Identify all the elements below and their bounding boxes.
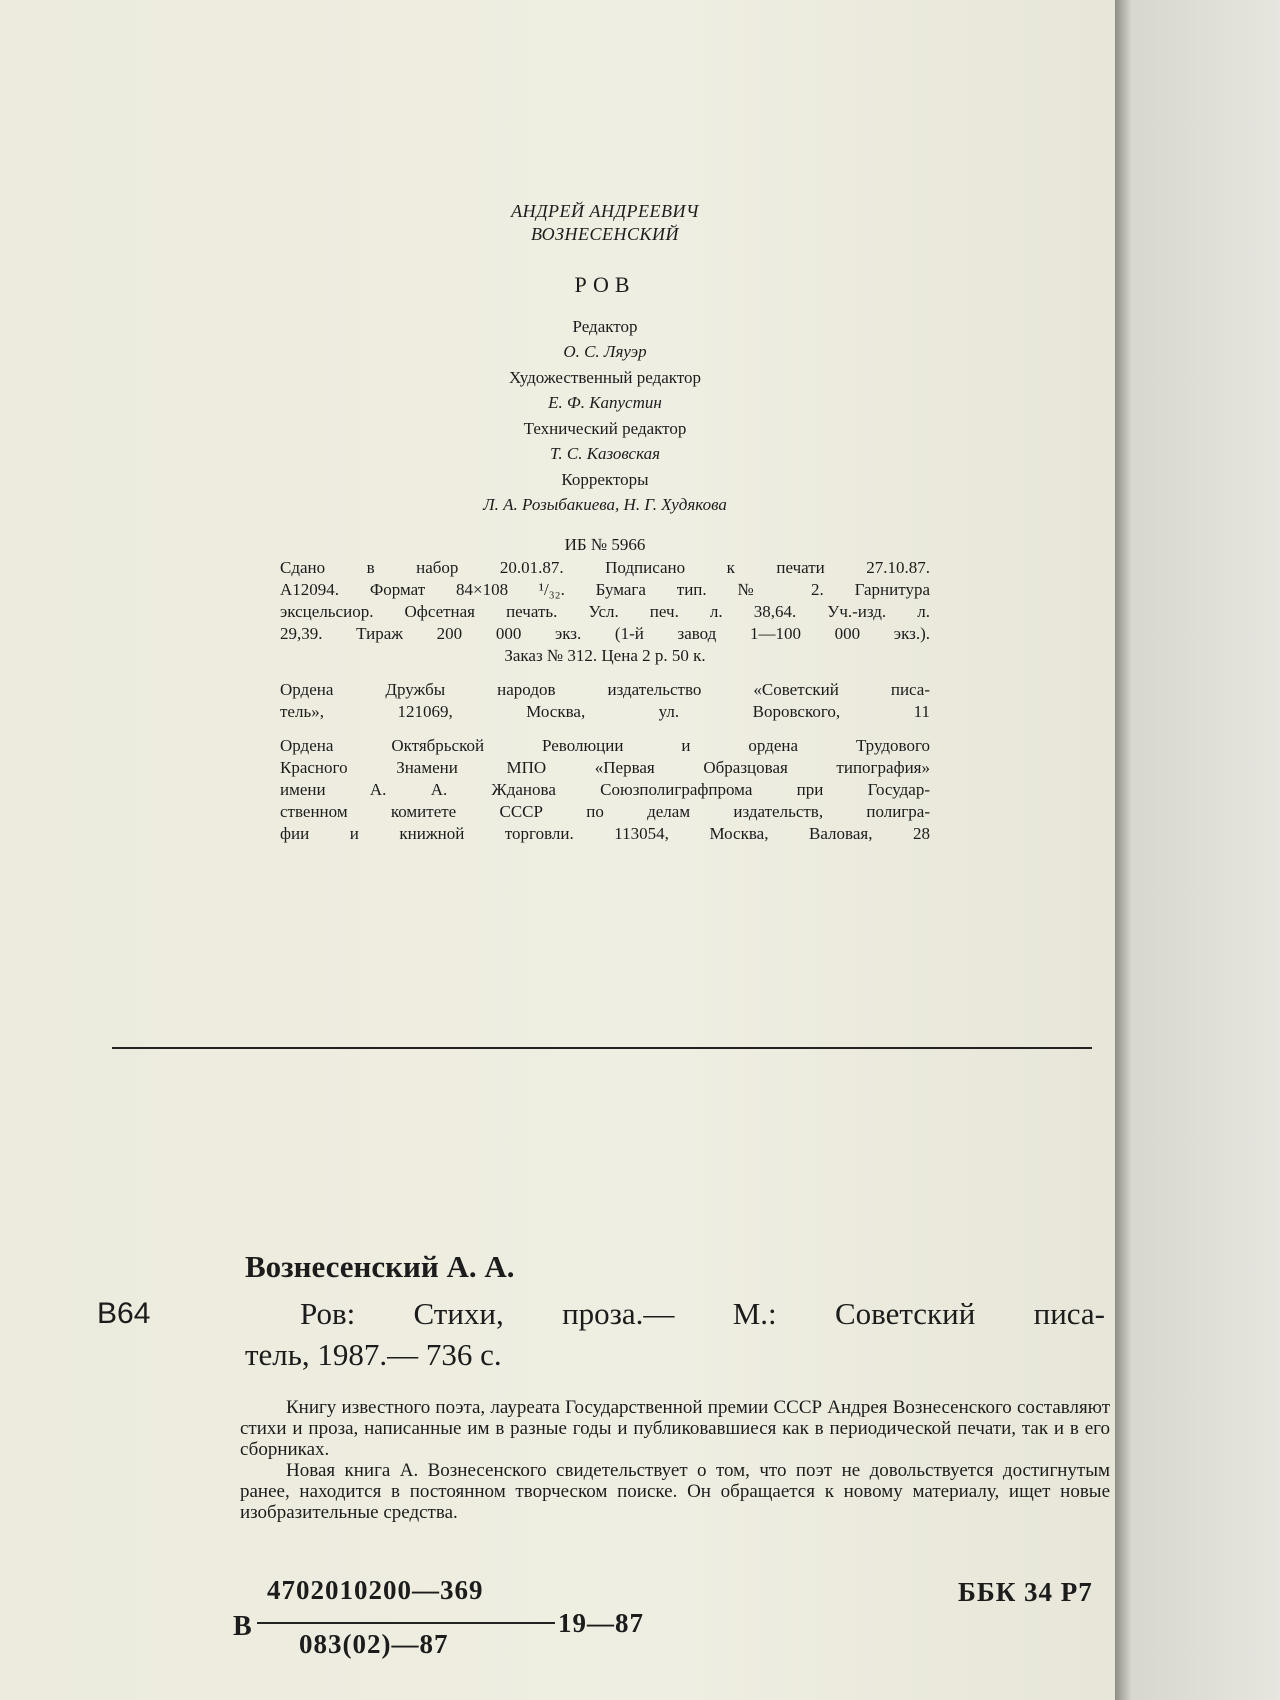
print-details-line: 29,39. Тираж 200 000 экз. (1-й завод 1—100 000 экз.). <box>280 624 930 643</box>
index-suffix: 19—87 <box>558 1608 644 1638</box>
tech-editor-name: Т. С. Казовская <box>549 444 661 463</box>
proofreaders-role: Корректоры <box>561 470 649 489</box>
annotation <box>240 1397 1110 1523</box>
bbk-classification: ББК 34 Р7 <box>958 1577 1093 1607</box>
index-numerator: 4702010200—369 <box>267 1575 484 1605</box>
annotation-paragraph-1: Книгу известного поэта, лауреата Государственной премии СССР Андрея Вознесенского составляют стихи и проза, написанные им в разные годы и публиковавшиеся как в периодической печати, так и в его сборниках. <box>240 1397 1110 1460</box>
publisher-line: Ордена Дружбы народов издательство «Советский писа- <box>280 680 930 699</box>
editor-role: Редактор <box>572 317 638 336</box>
print-details-line: Заказ № 312. Цена 2 р. 50 к. <box>504 646 706 665</box>
editor-name: О. С. Ляуэр <box>563 342 647 361</box>
print-details-line: Сдано в набор 20.01.87. Подписано к печати 27.10.87. <box>280 558 930 577</box>
print-details <box>280 557 930 667</box>
ib-number: ИБ № 5966 <box>564 535 646 554</box>
catalog-code: В64 <box>97 1297 151 1330</box>
imprint-block <box>280 200 930 845</box>
index-denominator: 083(02)—87 <box>299 1629 449 1659</box>
art-editor-name: Е. Ф. Капустин <box>548 393 662 412</box>
catalog-description-line-1: Ров: Стихи, проза.— М.: Советский писа- <box>300 1296 1105 1331</box>
page-edge-shadow <box>1115 0 1280 1700</box>
printer-line: фии и книжной торговли. 113054, Москва, Валовая, 28 <box>280 824 930 843</box>
proofreaders-names: Л. А. Розыбакиева, Н. Г. Худякова <box>483 495 727 514</box>
index-fraction-line <box>257 1622 555 1624</box>
author-name-line-2: ВОЗНЕСЕНСКИЙ <box>530 224 679 244</box>
index-letter: В <box>233 1611 252 1642</box>
annotation-paragraph-2: Новая книга А. Вознесенского свидетельствует о том, что поэт не довольствуется достигнутым ранее, находится в постоянном творческом поиске. Он обращается к новому материалу, ищет новые изобразительные средства. <box>240 1460 1110 1523</box>
catalog-description <box>245 1293 1105 1375</box>
printer-line: Красного Знамени МПО «Первая Образцовая типография» <box>280 758 930 777</box>
catalog-author: Вознесенский А. А. <box>245 1249 515 1284</box>
publisher-info <box>280 679 930 723</box>
book-title: РОВ <box>574 272 636 297</box>
catalog-index <box>233 1575 1113 1685</box>
print-details-line: эксцельсиор. Офсетная печать. Усл. печ. л. 38,64. Уч.-изд. л. <box>280 602 930 621</box>
printer-line: Ордена Октябрьской Революции и ордена Трудового <box>280 736 930 755</box>
printer-line: ственном комитете СССР по делам издательств, полигра- <box>280 802 930 821</box>
author-name-line-1: АНДРЕЙ АНДРЕЕВИЧ <box>511 201 699 221</box>
divider-rule <box>112 1047 1092 1049</box>
printer-info <box>280 735 930 845</box>
print-details-line: А12094. Формат 84×108 ¹/₃₂. Бумага тип. № 2. Гарнитура <box>280 580 930 599</box>
tech-editor-role: Технический редактор <box>523 419 687 438</box>
catalog-description-line-2: тель, 1987.— 736 с. <box>245 1337 502 1372</box>
publisher-line: тель», 121069, Москва, ул. Воровского, 11 <box>280 702 930 721</box>
printer-line: имени А. А. Жданова Союзполиграфпрома при Государ- <box>280 780 930 799</box>
art-editor-role: Художественный редактор <box>508 368 702 387</box>
